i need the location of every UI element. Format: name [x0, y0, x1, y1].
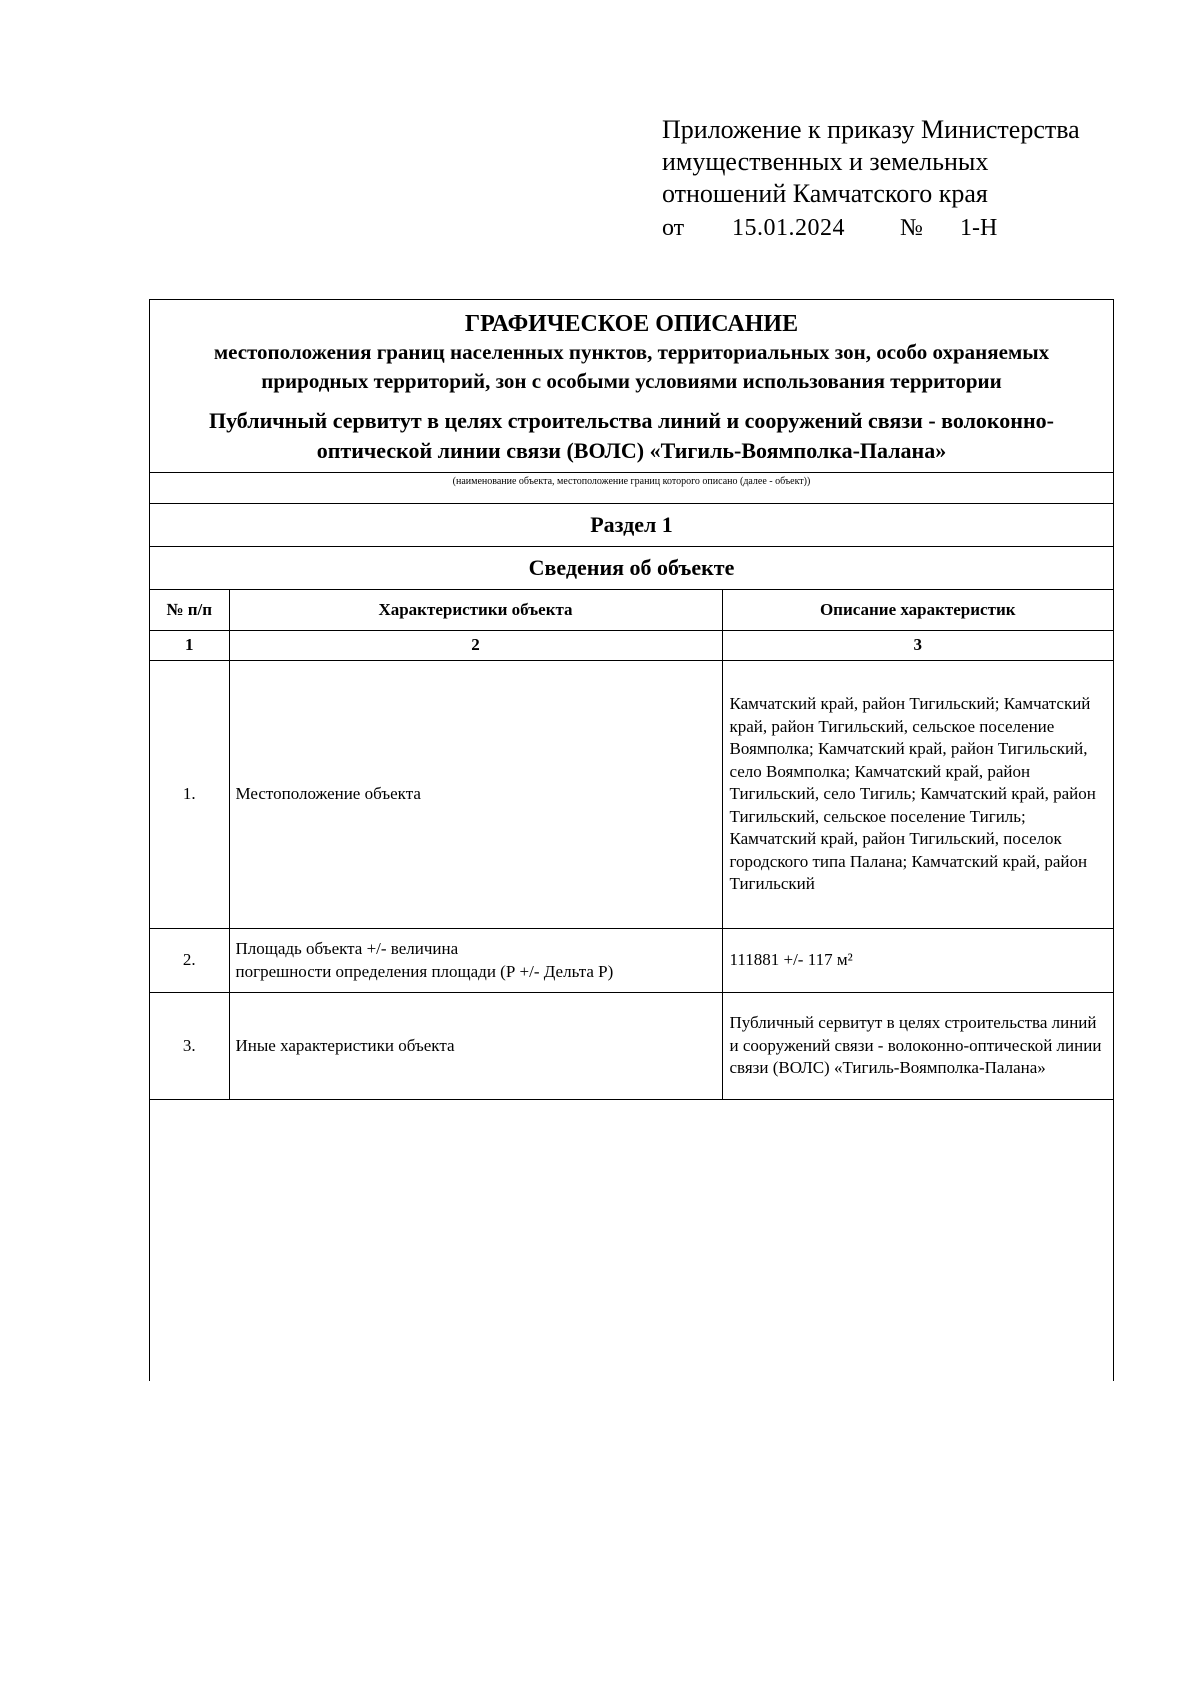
order-from-label: от [662, 215, 685, 241]
annex-line-1: Приложение к приказу Министерства [662, 115, 1080, 144]
order-number-sign: № [900, 215, 923, 241]
annex-line-3: отношений Камчатского края [662, 179, 988, 208]
row-description: Публичный сервитут в целях строительства линий и сооружений связи - волоконно-оптической линии связи (ВОЛС) «Тигиль-Воямполка-Палана» [722, 993, 1113, 1100]
column-header-number: № п/п [150, 590, 229, 631]
row-description: Камчатский край, район Тигильский; Камчатский край, район Тигильский, сельское поселение Воямполка; Камчатский край, район Тигильский, село Воямполка; Камчатский край, район Тигильский, село Тигиль; Камчатский край, район Тигильский, сельское поселение Тигиль; Камчатский край, район Тигильский, поселок городского типа Палана; Камчатский край, район Тигильский [722, 661, 1113, 929]
row-number: 1. [150, 661, 229, 929]
row-number: 3. [150, 993, 229, 1100]
row-number: 2. [150, 929, 229, 993]
document-title: ГРАФИЧЕСКОЕ ОПИСАНИЕ [464, 311, 799, 337]
row-characteristic-line-2: погрешности определения площади (Р +/- Дельта Р) [235, 961, 614, 981]
document-header [150, 300, 1113, 466]
column-number-2: 2 [229, 631, 722, 661]
column-number-1: 1 [150, 631, 229, 661]
annex-line-2: имущественных и земельных [662, 147, 989, 176]
row-characteristic: Местоположение объекта [229, 661, 722, 929]
column-header-characteristic: Характеристики объекта [229, 590, 722, 631]
row-description: 111881 +/- 117 м² [722, 929, 1113, 993]
row-characteristic-line-1: Площадь объекта +/- величина [235, 939, 459, 958]
table-row [150, 993, 1113, 1100]
column-number-3: 3 [722, 631, 1113, 661]
section-subtitle: Сведения об объекте [150, 546, 1113, 589]
row-characteristic [229, 929, 722, 993]
order-date: 15.01.2024 [732, 215, 845, 241]
document-frame [149, 299, 1114, 1381]
row-characteristic: Иные характеристики объекта [229, 993, 722, 1100]
annex-block [662, 114, 1182, 244]
table-row [150, 929, 1113, 993]
document-subtitle: местоположения границ населенных пунктов, территориальных зон, особо охраняемых природных территорий, зон с особыми условиями использования территории [213, 340, 1050, 393]
order-number: 1-Н [960, 215, 998, 241]
object-info-table [150, 589, 1113, 1100]
object-name: Публичный сервитут в целях строительства линий и сооружений связи - волоконно-оптической линии связи (ВОЛС) «Тигиль-Воямполка-Палана» [208, 408, 1054, 463]
object-name-caption: (наименование объекта, местоположение границ которого описано (далее - объект)) [150, 472, 1113, 503]
table-column-numbers-row [150, 631, 1113, 661]
table-row [150, 661, 1113, 929]
order-reference [662, 212, 1182, 244]
section-title: Раздел 1 [150, 503, 1113, 546]
table-header-row [150, 590, 1113, 631]
column-header-description: Описание характеристик [722, 590, 1113, 631]
